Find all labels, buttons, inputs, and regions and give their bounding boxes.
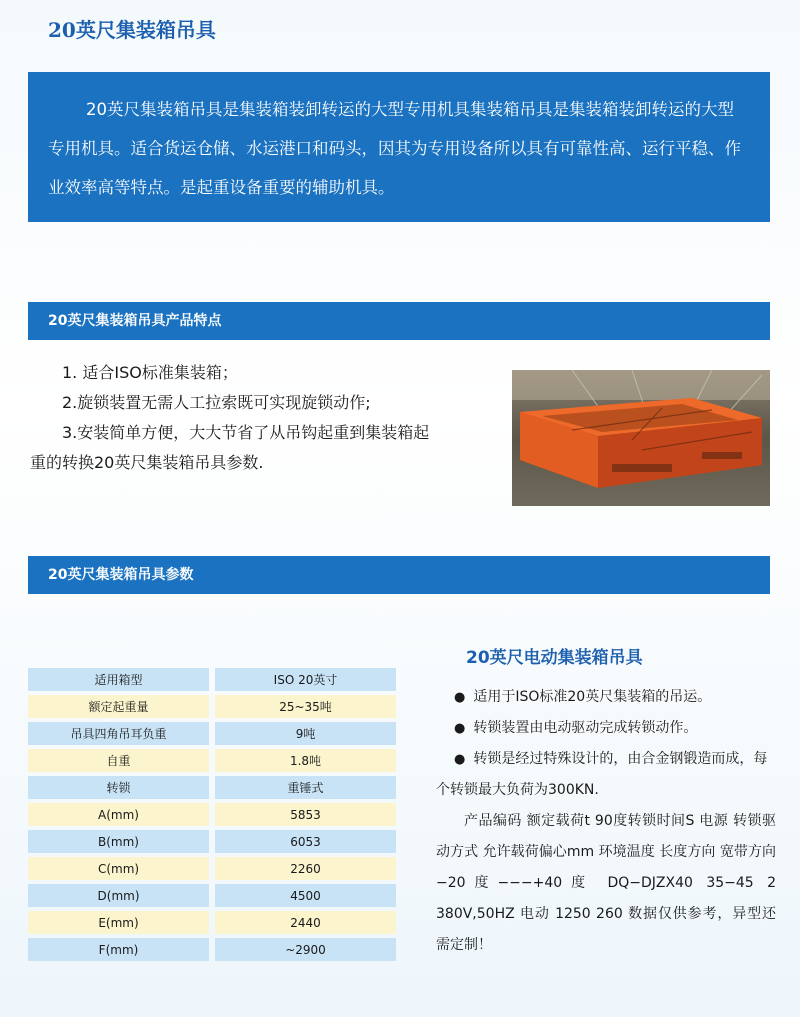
- param-value: 2260: [215, 857, 396, 880]
- table-row: [28, 749, 396, 772]
- electric-bullet: ● 适用于ISO标准20英尺集装箱的吊运。: [436, 682, 776, 713]
- table-row: [28, 857, 396, 880]
- electric-bullet: ● 转锁是经过特殊设计的，由合金钢锻造而成，每个转锁最大负荷为300KN.: [436, 744, 776, 806]
- page-title: 20英尺集装箱吊具: [48, 18, 216, 42]
- param-label: F(mm): [28, 938, 209, 961]
- param-label: 转锁: [28, 776, 209, 799]
- param-value: ISO 20英寸: [215, 668, 396, 691]
- feature-item: 1. 适合ISO标准集装箱；: [62, 363, 238, 382]
- features-header: 20英尺集装箱吊具产品特点: [28, 302, 770, 340]
- param-value: 4500: [215, 884, 396, 907]
- table-row: [28, 722, 396, 745]
- electric-title: 20英尺电动集装箱吊具: [466, 648, 643, 668]
- table-row: [28, 884, 396, 907]
- table-row: [28, 911, 396, 934]
- feature-item: 2.旋锁装置无需人工拉索既可实现旋锁动作;: [62, 393, 371, 412]
- intro-box: [28, 72, 770, 222]
- param-value: 1.8吨: [215, 749, 396, 772]
- table-row: [28, 938, 396, 961]
- param-value: 6053: [215, 830, 396, 853]
- electric-bullet: ● 转锁装置由电动驱动完成转锁动作。: [436, 713, 776, 744]
- table-row: [28, 695, 396, 718]
- param-label: D(mm): [28, 884, 209, 907]
- intro-text: 20英尺集装箱吊具是集装箱装卸转运的大型专用机具集装箱吊具是集装箱装卸转运的大型专用机具。适合货运仓储、水运港口和码头，因其为专用设备所以具有可靠性高、运行平稳、作业效率高等特点。是起重设备重要的辅助机具。: [48, 100, 741, 197]
- product-photo: [512, 370, 770, 506]
- param-value: 25~35吨: [215, 695, 396, 718]
- param-value: 9吨: [215, 722, 396, 745]
- param-label: B(mm): [28, 830, 209, 853]
- param-label: 适用箱型: [28, 668, 209, 691]
- param-value: 2440: [215, 911, 396, 934]
- params-header: 20英尺集装箱吊具参数: [28, 556, 770, 594]
- electric-spreader-section: [436, 644, 776, 961]
- electric-params-text: 产品编码 额定载荷t 90度转锁时间S 电源 转锁驱动方式 允许载荷偏心mm 环境温度 长度方向 宽带方向 −20度−−−+40度 DQ−DJZX40 35−45 2 380V,50HZ 电动 1250 260 数据仅供参考，异型还需定制！: [436, 813, 776, 953]
- features-list: [30, 358, 500, 478]
- param-label: A(mm): [28, 803, 209, 826]
- feature-item: 重的转换20英尺集装箱吊具参数.: [30, 453, 264, 472]
- table-row: [28, 776, 396, 799]
- param-value: ~2900: [215, 938, 396, 961]
- param-value: 5853: [215, 803, 396, 826]
- param-label: 额定起重量: [28, 695, 209, 718]
- table-row: [28, 830, 396, 853]
- param-label: 自重: [28, 749, 209, 772]
- param-label: E(mm): [28, 911, 209, 934]
- param-value: 重锤式: [215, 776, 396, 799]
- table-row: [28, 803, 396, 826]
- spreader-illustration: [512, 370, 770, 506]
- table-row: [28, 668, 396, 691]
- feature-item: 3.安装简单方便，大大节省了从吊钩起重到集装箱起: [62, 423, 430, 442]
- params-table: [22, 664, 402, 965]
- param-label: C(mm): [28, 857, 209, 880]
- param-label: 吊具四角吊耳负重: [28, 722, 209, 745]
